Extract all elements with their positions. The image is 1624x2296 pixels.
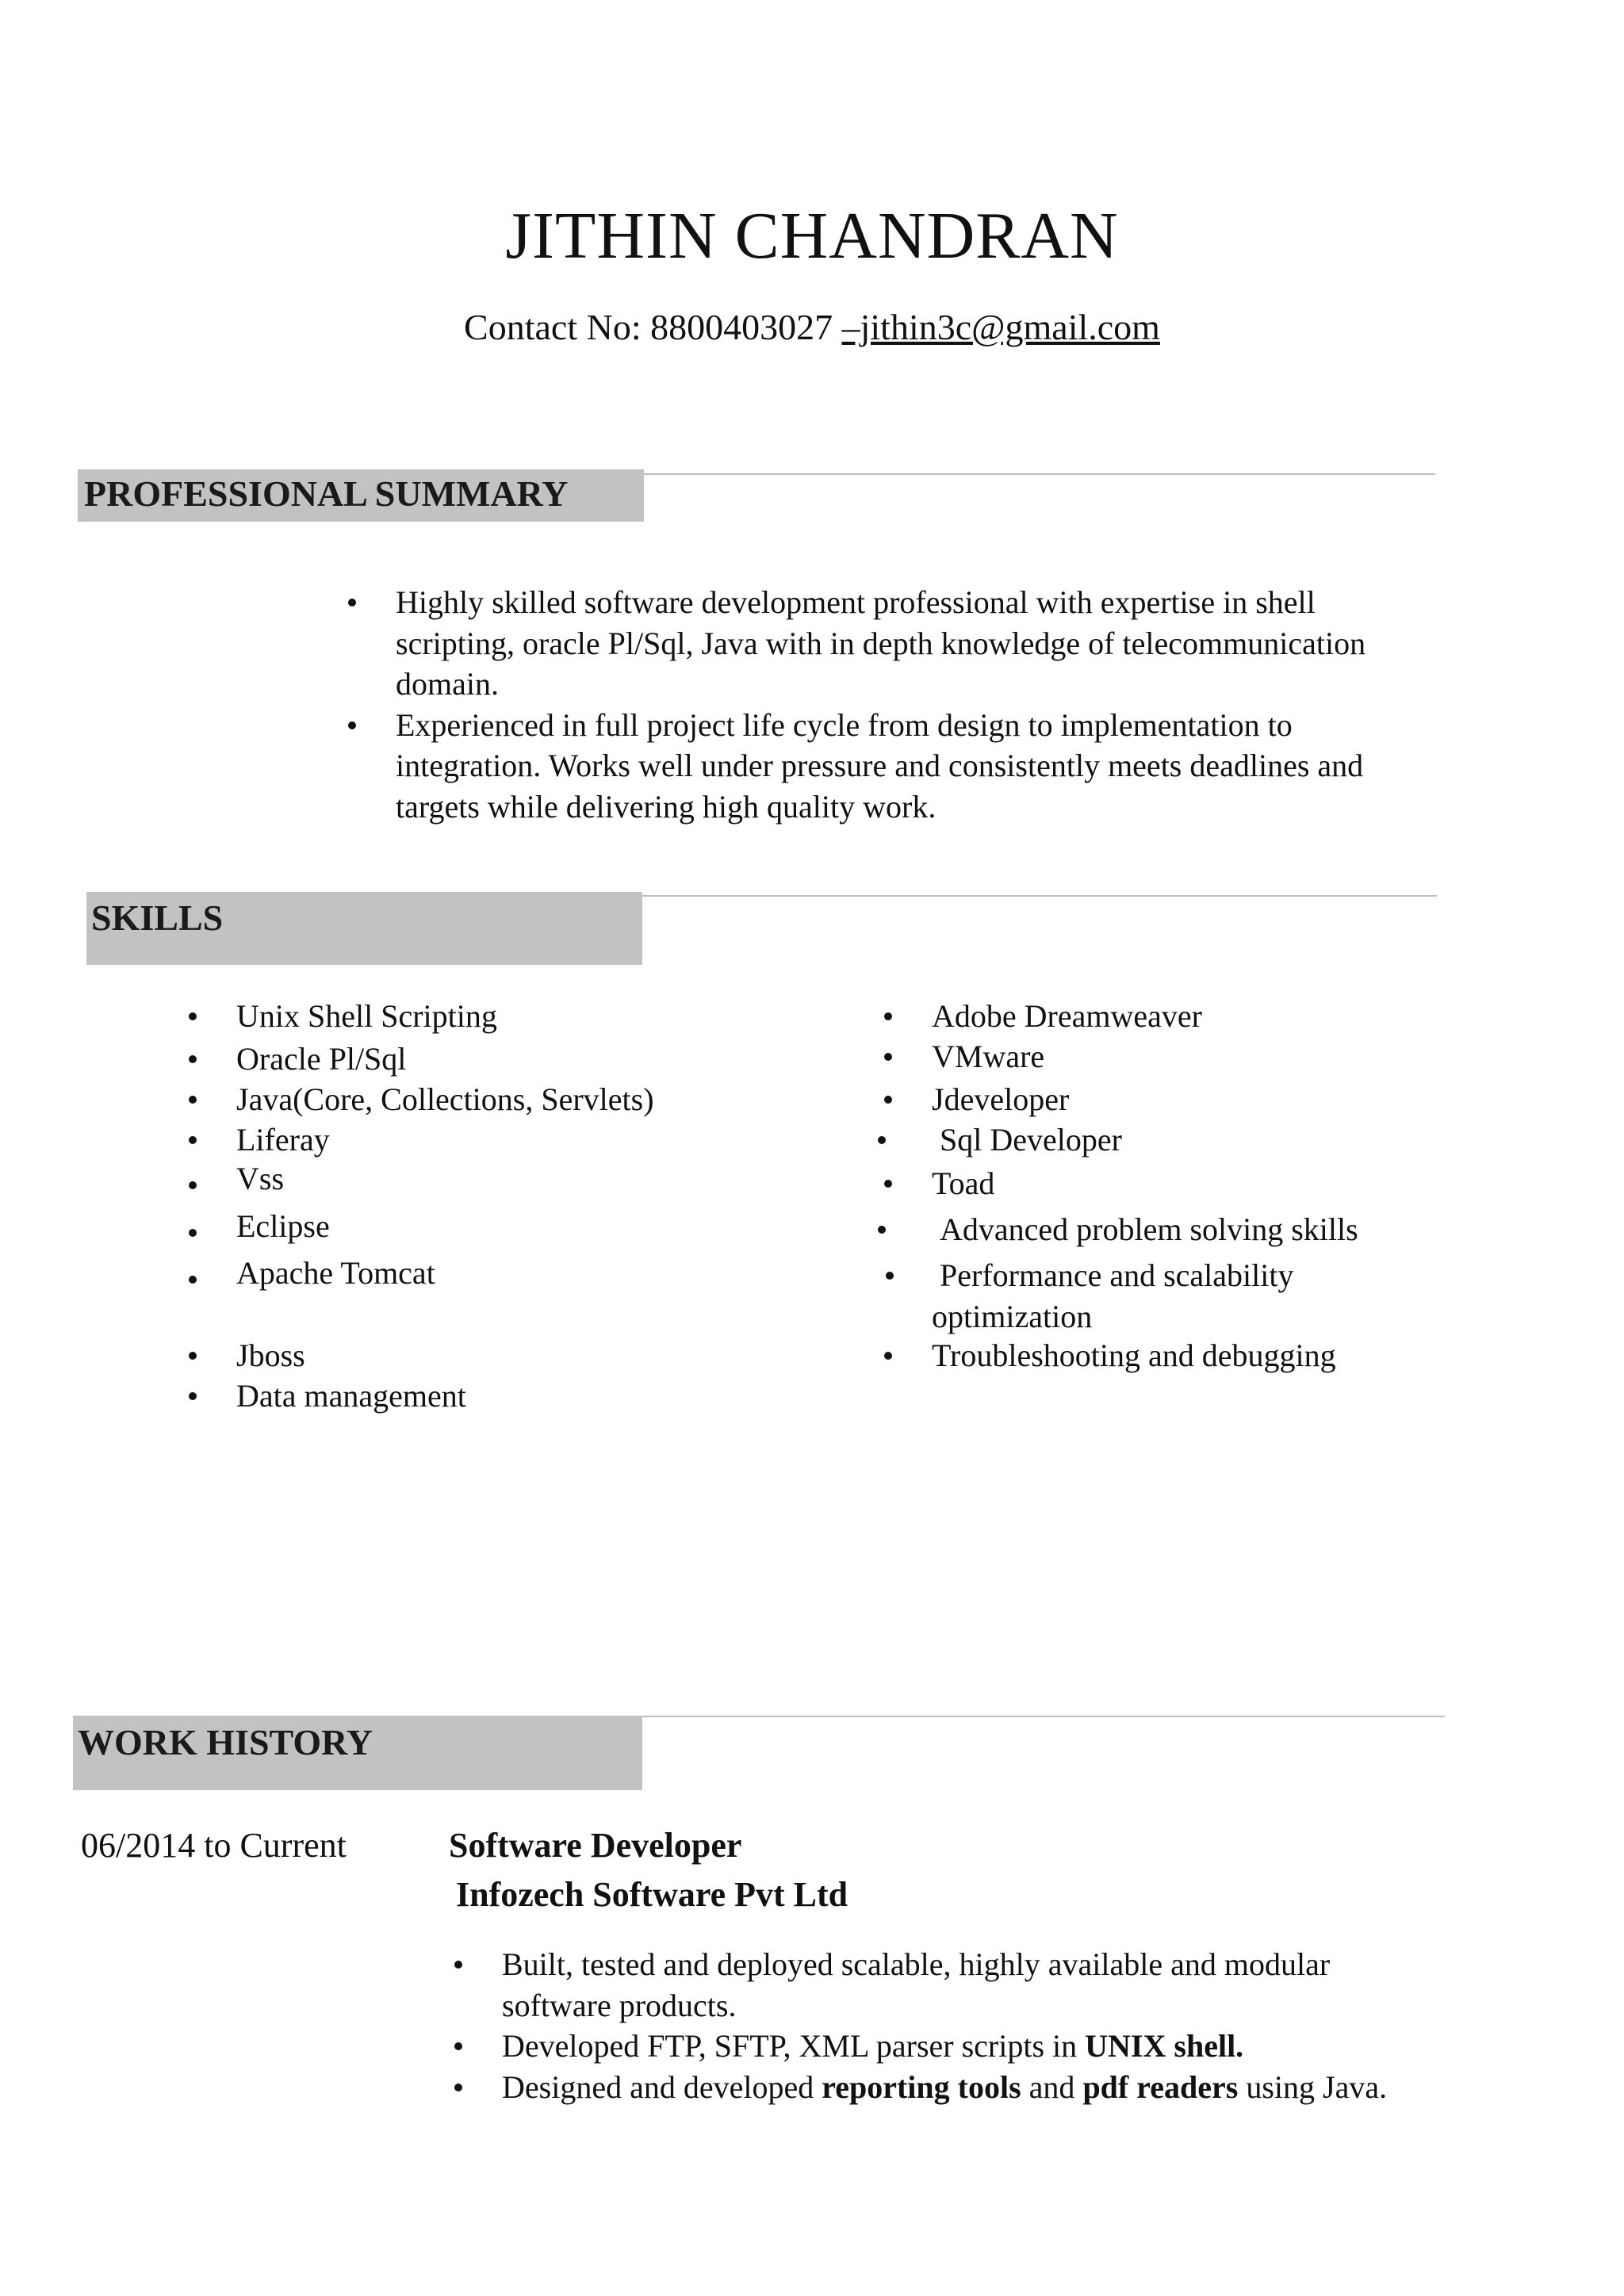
skill-label: VMware — [932, 1039, 1045, 1074]
skill-label: Toad — [932, 1165, 995, 1201]
skill-label: Data management — [236, 1378, 466, 1414]
bullet-icon — [189, 1096, 197, 1104]
email-link[interactable]: –jithin3c@gmail.com — [841, 307, 1160, 347]
bullet-icon — [348, 599, 356, 607]
skill-item — [236, 996, 497, 1037]
skill-item — [236, 1039, 406, 1080]
duty-text: Built, tested and deployed scalable, highly available and modular software products. — [502, 1946, 1331, 2023]
skill-label: Unix Shell Scripting — [236, 998, 497, 1034]
company-name: Infozech Software Pvt Ltd — [456, 1875, 848, 1914]
bullet-icon — [878, 1226, 886, 1234]
summary-section-title: PROFESSIONAL SUMMARY — [84, 473, 569, 514]
bullet-icon — [454, 2084, 462, 2091]
list-item — [502, 1944, 1430, 2026]
bullet-icon — [884, 1096, 892, 1104]
skill-label: Eclipse — [236, 1208, 330, 1244]
bullet-icon — [348, 721, 356, 729]
skill-label: Sql Developer — [940, 1122, 1122, 1158]
candidate-name: JITHIN CHANDRAN — [505, 199, 1119, 273]
list-item — [502, 2067, 1430, 2108]
duty-highlight: UNIX shell. — [1085, 2028, 1244, 2064]
contact-line — [0, 304, 1624, 350]
bullet-icon — [189, 1229, 197, 1237]
skill-label: Adobe Dreamweaver — [932, 998, 1202, 1034]
duty-text: and — [1021, 2068, 1083, 2105]
skill-item — [932, 1119, 1122, 1161]
skill-item — [236, 1253, 435, 1294]
skill-item — [932, 1163, 994, 1204]
skills-section-title: SKILLS — [91, 897, 224, 938]
skill-label: Liferay — [236, 1122, 330, 1158]
skill-item — [236, 1119, 330, 1161]
skill-label: Oracle Pl/Sql — [236, 1041, 407, 1077]
duty-highlight: pdf readers — [1082, 2068, 1239, 2105]
skill-label: Troubleshooting and debugging — [932, 1337, 1336, 1373]
bullet-icon — [189, 1352, 197, 1360]
bullet-icon — [189, 1136, 197, 1144]
skill-label: Apache Tomcat — [236, 1255, 435, 1291]
summary-text: Experienced in full project life cycle from design to implementation to integration. Works well under pressure and consistently meets deadlines and targets while delivering high quality work. — [396, 706, 1364, 825]
contact-phone: Contact No: 8800403027 — [464, 307, 842, 347]
summary-header-rule — [644, 473, 1435, 475]
bullet-icon — [189, 1181, 197, 1189]
job-duties-list — [502, 1944, 1430, 2107]
skill-label: Java(Core, Collections, Servlets) — [236, 1081, 654, 1117]
bullet-icon — [884, 1180, 892, 1188]
duty-text: Developed FTP, SFTP, XML parser scripts in — [502, 2028, 1086, 2064]
bullet-icon — [454, 1961, 462, 1969]
list-item — [502, 2026, 1430, 2067]
skill-label: Advanced problem solving skills — [940, 1211, 1358, 1247]
skill-item — [932, 1255, 1392, 1337]
skill-item — [236, 1079, 654, 1120]
skills-header-rule — [642, 895, 1437, 897]
bullet-icon — [884, 1012, 892, 1020]
skill-item — [932, 1079, 1069, 1120]
skill-item — [236, 1335, 305, 1376]
skill-label: Jdeveloper — [932, 1081, 1070, 1117]
bullet-icon — [884, 1352, 892, 1360]
bullet-icon — [886, 1272, 894, 1280]
summary-text: Highly skilled software development professional with expertise in shell scripting, oracle Pl/Sql, Java with in depth knowledge of telecommunication domain. — [396, 584, 1366, 702]
skill-item — [932, 1036, 1044, 1077]
skill-item — [932, 996, 1202, 1037]
summary-list — [396, 582, 1427, 827]
bullet-icon — [878, 1136, 886, 1144]
job-dates: 06/2014 to Current — [81, 1826, 347, 1865]
skill-label: Vss — [236, 1161, 285, 1196]
skill-label: Performance and scalability optimization — [932, 1257, 1294, 1334]
bullet-icon — [189, 1392, 197, 1400]
bullet-icon — [884, 1053, 892, 1061]
list-item — [396, 705, 1427, 828]
work-section-title: WORK HISTORY — [78, 1722, 373, 1762]
skill-item — [236, 1206, 330, 1247]
work-header-rule — [642, 1716, 1445, 1717]
skill-item — [932, 1209, 1358, 1250]
skill-label: Jboss — [236, 1337, 305, 1373]
duty-highlight: reporting tools — [822, 2068, 1021, 2105]
duty-text: Designed and developed — [502, 2068, 822, 2105]
duty-text: using Java. — [1238, 2068, 1388, 2105]
skill-item — [236, 1158, 284, 1200]
job-title: Software Developer — [449, 1826, 742, 1865]
bullet-icon — [189, 1055, 197, 1063]
bullet-icon — [189, 1012, 197, 1020]
bullet-icon — [454, 2042, 462, 2050]
skill-item — [932, 1335, 1336, 1376]
skill-item — [236, 1376, 466, 1417]
list-item — [396, 582, 1427, 705]
bullet-icon — [189, 1276, 197, 1284]
